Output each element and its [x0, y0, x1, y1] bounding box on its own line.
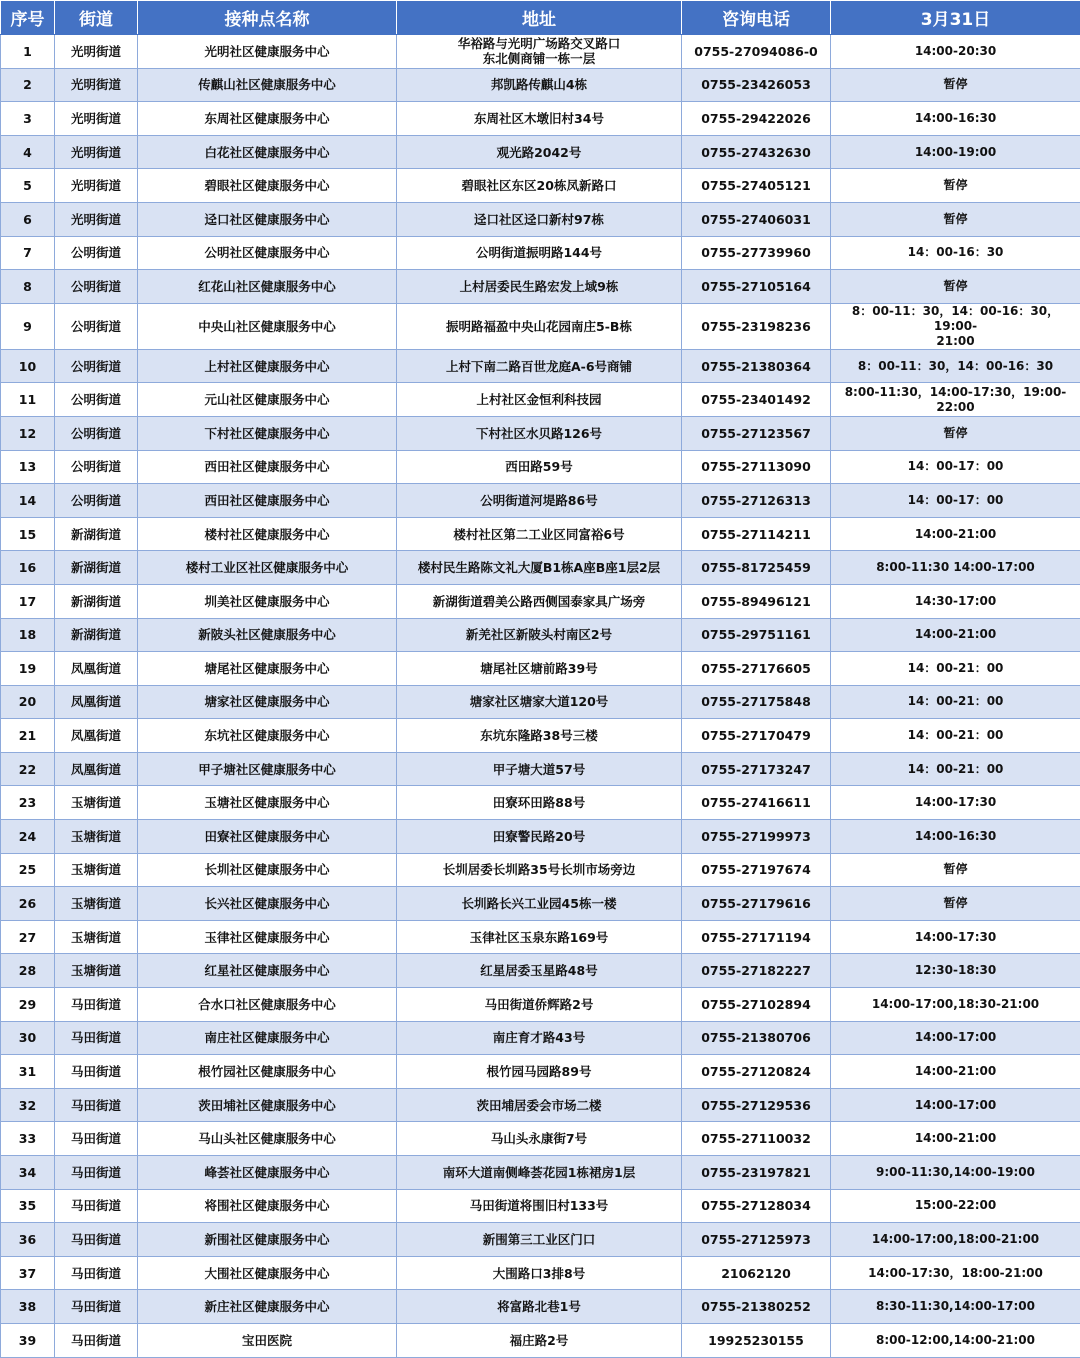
cell-street: 公明街道: [55, 236, 138, 270]
table-row: [1, 584, 1080, 618]
table-body: [1, 35, 1080, 1358]
table-row: [1, 853, 1080, 887]
cell-street: 玉塘街道: [55, 887, 138, 921]
cell-site-name: 合水口社区健康服务中心: [138, 988, 397, 1022]
cell-time: 14:00-17:00: [831, 1088, 1080, 1122]
cell-phone: 0755-27199973: [682, 820, 831, 854]
cell-time: 暂停: [831, 270, 1080, 304]
cell-site-name: 西田社区健康服务中心: [138, 484, 397, 518]
cell-index: 25: [1, 853, 55, 887]
cell-site-name: 新陂头社区健康服务中心: [138, 618, 397, 652]
cell-address: 西田路59号: [397, 450, 682, 484]
cell-street: 玉塘街道: [55, 820, 138, 854]
cell-phone: 0755-23401492: [682, 383, 831, 417]
cell-index: 7: [1, 236, 55, 270]
cell-time: 14:00-17:00: [831, 1021, 1080, 1055]
cell-site-name: 上村社区健康服务中心: [138, 349, 397, 383]
cell-site-name: 新庄社区健康服务中心: [138, 1290, 397, 1324]
cell-street: 玉塘街道: [55, 786, 138, 820]
cell-time: 暂停: [831, 416, 1080, 450]
cell-phone: 0755-21380706: [682, 1021, 831, 1055]
cell-site-name: 长圳社区健康服务中心: [138, 853, 397, 887]
table-row: [1, 1021, 1080, 1055]
table-row: [1, 1323, 1080, 1357]
cell-site-name: 南庄社区健康服务中心: [138, 1021, 397, 1055]
cell-index: 19: [1, 652, 55, 686]
cell-site-name: 下村社区健康服务中心: [138, 416, 397, 450]
cell-phone: 0755-27176605: [682, 652, 831, 686]
cell-street: 马田街道: [55, 1290, 138, 1324]
cell-time: 14:00-16:30: [831, 102, 1080, 136]
cell-phone: 0755-27406031: [682, 202, 831, 236]
cell-time: 8:30-11:30,14:00-17:00: [831, 1290, 1080, 1324]
cell-address: 红星居委玉星路48号: [397, 954, 682, 988]
cell-address: 公明街道振明路144号: [397, 236, 682, 270]
cell-phone: 0755-21380364: [682, 349, 831, 383]
table-row: [1, 618, 1080, 652]
cell-time: 14：00-21：00: [831, 752, 1080, 786]
cell-phone: 0755-29422026: [682, 102, 831, 136]
cell-street: 马田街道: [55, 1323, 138, 1357]
cell-site-name: 甲子塘社区健康服务中心: [138, 752, 397, 786]
cell-phone: 0755-27125973: [682, 1223, 831, 1257]
cell-time: 14：00-17：00: [831, 484, 1080, 518]
cell-address: 公明街道河堤路86号: [397, 484, 682, 518]
cell-phone: 0755-27120824: [682, 1055, 831, 1089]
cell-time: 14:00-17:30: [831, 786, 1080, 820]
cell-phone: 0755-27105164: [682, 270, 831, 304]
cell-street: 凤凰街道: [55, 719, 138, 753]
cell-index: 4: [1, 135, 55, 169]
cell-time: 14：00-21：00: [831, 685, 1080, 719]
cell-phone: 0755-27416611: [682, 786, 831, 820]
cell-phone: 0755-27114211: [682, 517, 831, 551]
table-row: [1, 1189, 1080, 1223]
cell-street: 公明街道: [55, 270, 138, 304]
cell-phone: 0755-27102894: [682, 988, 831, 1022]
cell-index: 3: [1, 102, 55, 136]
cell-street: 马田街道: [55, 1122, 138, 1156]
cell-site-name: 茨田埔社区健康服务中心: [138, 1088, 397, 1122]
cell-index: 6: [1, 202, 55, 236]
table-row: [1, 1156, 1080, 1190]
cell-time: 暂停: [831, 887, 1080, 921]
cell-street: 公明街道: [55, 450, 138, 484]
cell-address: 玉律社区玉泉东路169号: [397, 920, 682, 954]
table-row: [1, 752, 1080, 786]
cell-street: 马田街道: [55, 1223, 138, 1257]
cell-index: 27: [1, 920, 55, 954]
cell-address: 马田街道将围旧村133号: [397, 1189, 682, 1223]
cell-time: 暂停: [831, 853, 1080, 887]
table-row: [1, 1088, 1080, 1122]
cell-address: 福庄路2号: [397, 1323, 682, 1357]
cell-time: 14：00-16：30: [831, 236, 1080, 270]
cell-street: 凤凰街道: [55, 652, 138, 686]
cell-phone: 21062120: [682, 1256, 831, 1290]
cell-time: 12:30-18:30: [831, 954, 1080, 988]
table-row: [1, 517, 1080, 551]
cell-street: 公明街道: [55, 484, 138, 518]
cell-street: 玉塘街道: [55, 853, 138, 887]
cell-street: 光明街道: [55, 135, 138, 169]
cell-address: 根竹园马园路89号: [397, 1055, 682, 1089]
cell-street: 光明街道: [55, 102, 138, 136]
cell-site-name: 峰荟社区健康服务中心: [138, 1156, 397, 1190]
header-date: 3月31日: [831, 1, 1080, 35]
cell-index: 5: [1, 169, 55, 203]
cell-site-name: 田寮社区健康服务中心: [138, 820, 397, 854]
cell-street: 新湖街道: [55, 551, 138, 585]
cell-street: 玉塘街道: [55, 954, 138, 988]
cell-index: 1: [1, 35, 55, 69]
cell-index: 33: [1, 1122, 55, 1156]
cell-time: 14：00-17：00: [831, 450, 1080, 484]
cell-street: 公明街道: [55, 349, 138, 383]
cell-site-name: 东周社区健康服务中心: [138, 102, 397, 136]
table-row: [1, 383, 1080, 417]
cell-index: 20: [1, 685, 55, 719]
cell-time: 14:00-17:00,18:30-21:00: [831, 988, 1080, 1022]
cell-time: 15:00-22:00: [831, 1189, 1080, 1223]
cell-phone: 0755-27173247: [682, 752, 831, 786]
cell-address: 上村社区金恒利科技园: [397, 383, 682, 417]
cell-index: 8: [1, 270, 55, 304]
cell-time: 8:00-11:30 14:00-17:00: [831, 551, 1080, 585]
cell-site-name: 中央山社区健康服务中心: [138, 303, 397, 349]
cell-site-name: 楼村工业区社区健康服务中心: [138, 551, 397, 585]
cell-street: 光明街道: [55, 169, 138, 203]
cell-index: 11: [1, 383, 55, 417]
cell-index: 29: [1, 988, 55, 1022]
cell-time: 8:00-11:30，14:00-17:30，19:00-22:00: [831, 383, 1080, 417]
cell-street: 马田街道: [55, 1021, 138, 1055]
cell-phone: 0755-27179616: [682, 887, 831, 921]
cell-address: 碧眼社区东区20栋凤新路口: [397, 169, 682, 203]
cell-site-name: 西田社区健康服务中心: [138, 450, 397, 484]
cell-index: 38: [1, 1290, 55, 1324]
cell-index: 23: [1, 786, 55, 820]
cell-address: 塘尾社区塘前路39号: [397, 652, 682, 686]
cell-phone: 0755-23426053: [682, 68, 831, 102]
cell-phone: 0755-81725459: [682, 551, 831, 585]
cell-index: 31: [1, 1055, 55, 1089]
cell-address: 新围第三工业区门口: [397, 1223, 682, 1257]
cell-street: 凤凰街道: [55, 752, 138, 786]
cell-phone: 0755-27405121: [682, 169, 831, 203]
table-row: [1, 1290, 1080, 1324]
cell-address: 楼村民生路陈文礼大厦B1栋A座B座1层2层: [397, 551, 682, 585]
cell-site-name: 长兴社区健康服务中心: [138, 887, 397, 921]
cell-index: 26: [1, 887, 55, 921]
cell-site-name: 红星社区健康服务中心: [138, 954, 397, 988]
cell-index: 15: [1, 517, 55, 551]
cell-address: 田寮警民路20号: [397, 820, 682, 854]
cell-phone: 0755-27129536: [682, 1088, 831, 1122]
table-header-row: [1, 1, 1080, 35]
cell-site-name: 圳美社区健康服务中心: [138, 584, 397, 618]
cell-site-name: 塘家社区健康服务中心: [138, 685, 397, 719]
cell-site-name: 根竹园社区健康服务中心: [138, 1055, 397, 1089]
cell-index: 28: [1, 954, 55, 988]
cell-site-name: 碧眼社区健康服务中心: [138, 169, 397, 203]
cell-address: 长圳路长兴工业园45栋一楼: [397, 887, 682, 921]
table-row: [1, 102, 1080, 136]
table-row: [1, 920, 1080, 954]
cell-time: 14:00-21:00: [831, 517, 1080, 551]
cell-index: 32: [1, 1088, 55, 1122]
cell-phone: 0755-27197674: [682, 853, 831, 887]
cell-phone: 0755-21380252: [682, 1290, 831, 1324]
cell-address: 新湖街道碧美公路西侧国泰家具广场旁: [397, 584, 682, 618]
cell-index: 37: [1, 1256, 55, 1290]
cell-time: 暂停: [831, 68, 1080, 102]
cell-phone: 0755-23197821: [682, 1156, 831, 1190]
cell-site-name: 新围社区健康服务中心: [138, 1223, 397, 1257]
cell-index: 35: [1, 1189, 55, 1223]
cell-street: 光明街道: [55, 68, 138, 102]
cell-index: 22: [1, 752, 55, 786]
cell-address: 迳口社区迳口新村97栋: [397, 202, 682, 236]
table-row: [1, 416, 1080, 450]
cell-address: 塘家社区塘家大道120号: [397, 685, 682, 719]
cell-phone: 0755-27182227: [682, 954, 831, 988]
cell-index: 14: [1, 484, 55, 518]
cell-phone: 0755-27094086-0: [682, 35, 831, 69]
table-row: [1, 652, 1080, 686]
cell-site-name: 传麒山社区健康服务中心: [138, 68, 397, 102]
cell-time: 14:00-17:00,18:00-21:00: [831, 1223, 1080, 1257]
cell-phone: 0755-27171194: [682, 920, 831, 954]
cell-address: 华裕路与光明广场路交叉路口 东北侧商铺一栋一层: [397, 35, 682, 69]
cell-index: 17: [1, 584, 55, 618]
cell-time: 8：00-11：30，14：00-16：30，19:00- 21:00: [831, 303, 1080, 349]
table-row: [1, 450, 1080, 484]
table-row: [1, 988, 1080, 1022]
cell-address: 邦凯路传麒山4栋: [397, 68, 682, 102]
cell-time: 14:00-20:30: [831, 35, 1080, 69]
cell-address: 东坑东隆路38号三楼: [397, 719, 682, 753]
cell-street: 马田街道: [55, 1055, 138, 1089]
cell-index: 30: [1, 1021, 55, 1055]
cell-site-name: 红花山社区健康服务中心: [138, 270, 397, 304]
cell-street: 马田街道: [55, 1256, 138, 1290]
cell-address: 田寮环田路88号: [397, 786, 682, 820]
cell-phone: 0755-27739960: [682, 236, 831, 270]
cell-phone: 0755-27170479: [682, 719, 831, 753]
cell-index: 12: [1, 416, 55, 450]
cell-address: 大围路口3排8号: [397, 1256, 682, 1290]
cell-index: 18: [1, 618, 55, 652]
cell-address: 茨田埔居委会市场二楼: [397, 1088, 682, 1122]
cell-phone: 0755-29751161: [682, 618, 831, 652]
cell-site-name: 白花社区健康服务中心: [138, 135, 397, 169]
cell-address: 楼村社区第二工业区同富裕6号: [397, 517, 682, 551]
cell-street: 新湖街道: [55, 618, 138, 652]
cell-address: 东周社区木墩旧村34号: [397, 102, 682, 136]
cell-site-name: 将围社区健康服务中心: [138, 1189, 397, 1223]
table-row: [1, 35, 1080, 69]
table-row: [1, 887, 1080, 921]
cell-site-name: 玉塘社区健康服务中心: [138, 786, 397, 820]
cell-phone: 19925230155: [682, 1323, 831, 1357]
table-row: [1, 820, 1080, 854]
table-row: [1, 685, 1080, 719]
cell-street: 新湖街道: [55, 517, 138, 551]
cell-time: 14:00-17:30，18:00-21:00: [831, 1256, 1080, 1290]
cell-phone: 0755-23198236: [682, 303, 831, 349]
cell-street: 公明街道: [55, 416, 138, 450]
header-street: 街道: [55, 1, 138, 35]
table-row: [1, 236, 1080, 270]
cell-site-name: 大围社区健康服务中心: [138, 1256, 397, 1290]
header-site-name: 接种点名称: [138, 1, 397, 35]
table-row: [1, 1256, 1080, 1290]
table-row: [1, 719, 1080, 753]
table-row: [1, 169, 1080, 203]
cell-phone: 0755-27113090: [682, 450, 831, 484]
header-phone: 咨询电话: [682, 1, 831, 35]
header-address: 地址: [397, 1, 682, 35]
cell-street: 公明街道: [55, 383, 138, 417]
cell-street: 马田街道: [55, 1088, 138, 1122]
cell-address: 长圳居委长圳路35号长圳市场旁边: [397, 853, 682, 887]
cell-time: 14：00-21：00: [831, 652, 1080, 686]
cell-time: 暂停: [831, 202, 1080, 236]
cell-time: 14:00-21:00: [831, 1055, 1080, 1089]
table-row: [1, 1223, 1080, 1257]
cell-site-name: 马山头社区健康服务中心: [138, 1122, 397, 1156]
cell-street: 马田街道: [55, 1156, 138, 1190]
table-row: [1, 1122, 1080, 1156]
cell-phone: 0755-27128034: [682, 1189, 831, 1223]
cell-site-name: 公明社区健康服务中心: [138, 236, 397, 270]
cell-address: 将富路北巷1号: [397, 1290, 682, 1324]
cell-street: 马田街道: [55, 1189, 138, 1223]
cell-phone: 0755-27175848: [682, 685, 831, 719]
cell-site-name: 玉律社区健康服务中心: [138, 920, 397, 954]
cell-phone: 0755-89496121: [682, 584, 831, 618]
cell-address: 南环大道南侧峰荟花园1栋裙房1层: [397, 1156, 682, 1190]
cell-time: 8:00-12:00,14:00-21:00: [831, 1323, 1080, 1357]
cell-time: 8：00-11：30，14：00-16：30: [831, 349, 1080, 383]
table-row: [1, 270, 1080, 304]
cell-time: 14:00-16:30: [831, 820, 1080, 854]
cell-address: 下村社区水贝路126号: [397, 416, 682, 450]
cell-index: 39: [1, 1323, 55, 1357]
cell-street: 玉塘街道: [55, 920, 138, 954]
cell-street: 马田街道: [55, 988, 138, 1022]
cell-time: 9:00-11:30,14:00-19:00: [831, 1156, 1080, 1190]
cell-time: 14：00-21：00: [831, 719, 1080, 753]
cell-index: 9: [1, 303, 55, 349]
cell-index: 16: [1, 551, 55, 585]
cell-street: 光明街道: [55, 35, 138, 69]
table-row: [1, 202, 1080, 236]
cell-index: 21: [1, 719, 55, 753]
cell-address: 振明路福盈中央山花园南庄5-B栋: [397, 303, 682, 349]
cell-address: 新羌社区新陂头村南区2号: [397, 618, 682, 652]
cell-site-name: 塘尾社区健康服务中心: [138, 652, 397, 686]
cell-address: 马山头永康街7号: [397, 1122, 682, 1156]
cell-address: 甲子塘大道57号: [397, 752, 682, 786]
table-row: [1, 135, 1080, 169]
table-row: [1, 349, 1080, 383]
cell-phone: 0755-27110032: [682, 1122, 831, 1156]
table-row: [1, 68, 1080, 102]
table-row: [1, 484, 1080, 518]
cell-phone: 0755-27123567: [682, 416, 831, 450]
cell-site-name: 迳口社区健康服务中心: [138, 202, 397, 236]
cell-index: 34: [1, 1156, 55, 1190]
cell-time: 14:00-21:00: [831, 1122, 1080, 1156]
cell-index: 2: [1, 68, 55, 102]
cell-index: 13: [1, 450, 55, 484]
table-row: [1, 786, 1080, 820]
cell-street: 光明街道: [55, 202, 138, 236]
table-row: [1, 1055, 1080, 1089]
cell-street: 新湖街道: [55, 584, 138, 618]
cell-index: 36: [1, 1223, 55, 1257]
cell-address: 观光路2042号: [397, 135, 682, 169]
cell-time: 14:00-17:30: [831, 920, 1080, 954]
cell-address: 马田街道侨辉路2号: [397, 988, 682, 1022]
cell-index: 24: [1, 820, 55, 854]
cell-address: 上村居委民生路宏发上域9栋: [397, 270, 682, 304]
cell-time: 14:00-19:00: [831, 135, 1080, 169]
cell-time: 14:30-17:00: [831, 584, 1080, 618]
cell-time: 暂停: [831, 169, 1080, 203]
cell-phone: 0755-27432630: [682, 135, 831, 169]
cell-phone: 0755-27126313: [682, 484, 831, 518]
cell-site-name: 楼村社区健康服务中心: [138, 517, 397, 551]
cell-index: 10: [1, 349, 55, 383]
cell-street: 凤凰街道: [55, 685, 138, 719]
cell-site-name: 宝田医院: [138, 1323, 397, 1357]
cell-street: 公明街道: [55, 303, 138, 349]
table-row: [1, 954, 1080, 988]
cell-address: 南庄育才路43号: [397, 1021, 682, 1055]
table-row: [1, 551, 1080, 585]
cell-site-name: 元山社区健康服务中心: [138, 383, 397, 417]
cell-site-name: 光明社区健康服务中心: [138, 35, 397, 69]
cell-time: 14:00-21:00: [831, 618, 1080, 652]
header-index: 序号: [1, 1, 55, 35]
cell-address: 上村下南二路百世龙庭A-6号商铺: [397, 349, 682, 383]
cell-site-name: 东坑社区健康服务中心: [138, 719, 397, 753]
table-row: [1, 303, 1080, 349]
